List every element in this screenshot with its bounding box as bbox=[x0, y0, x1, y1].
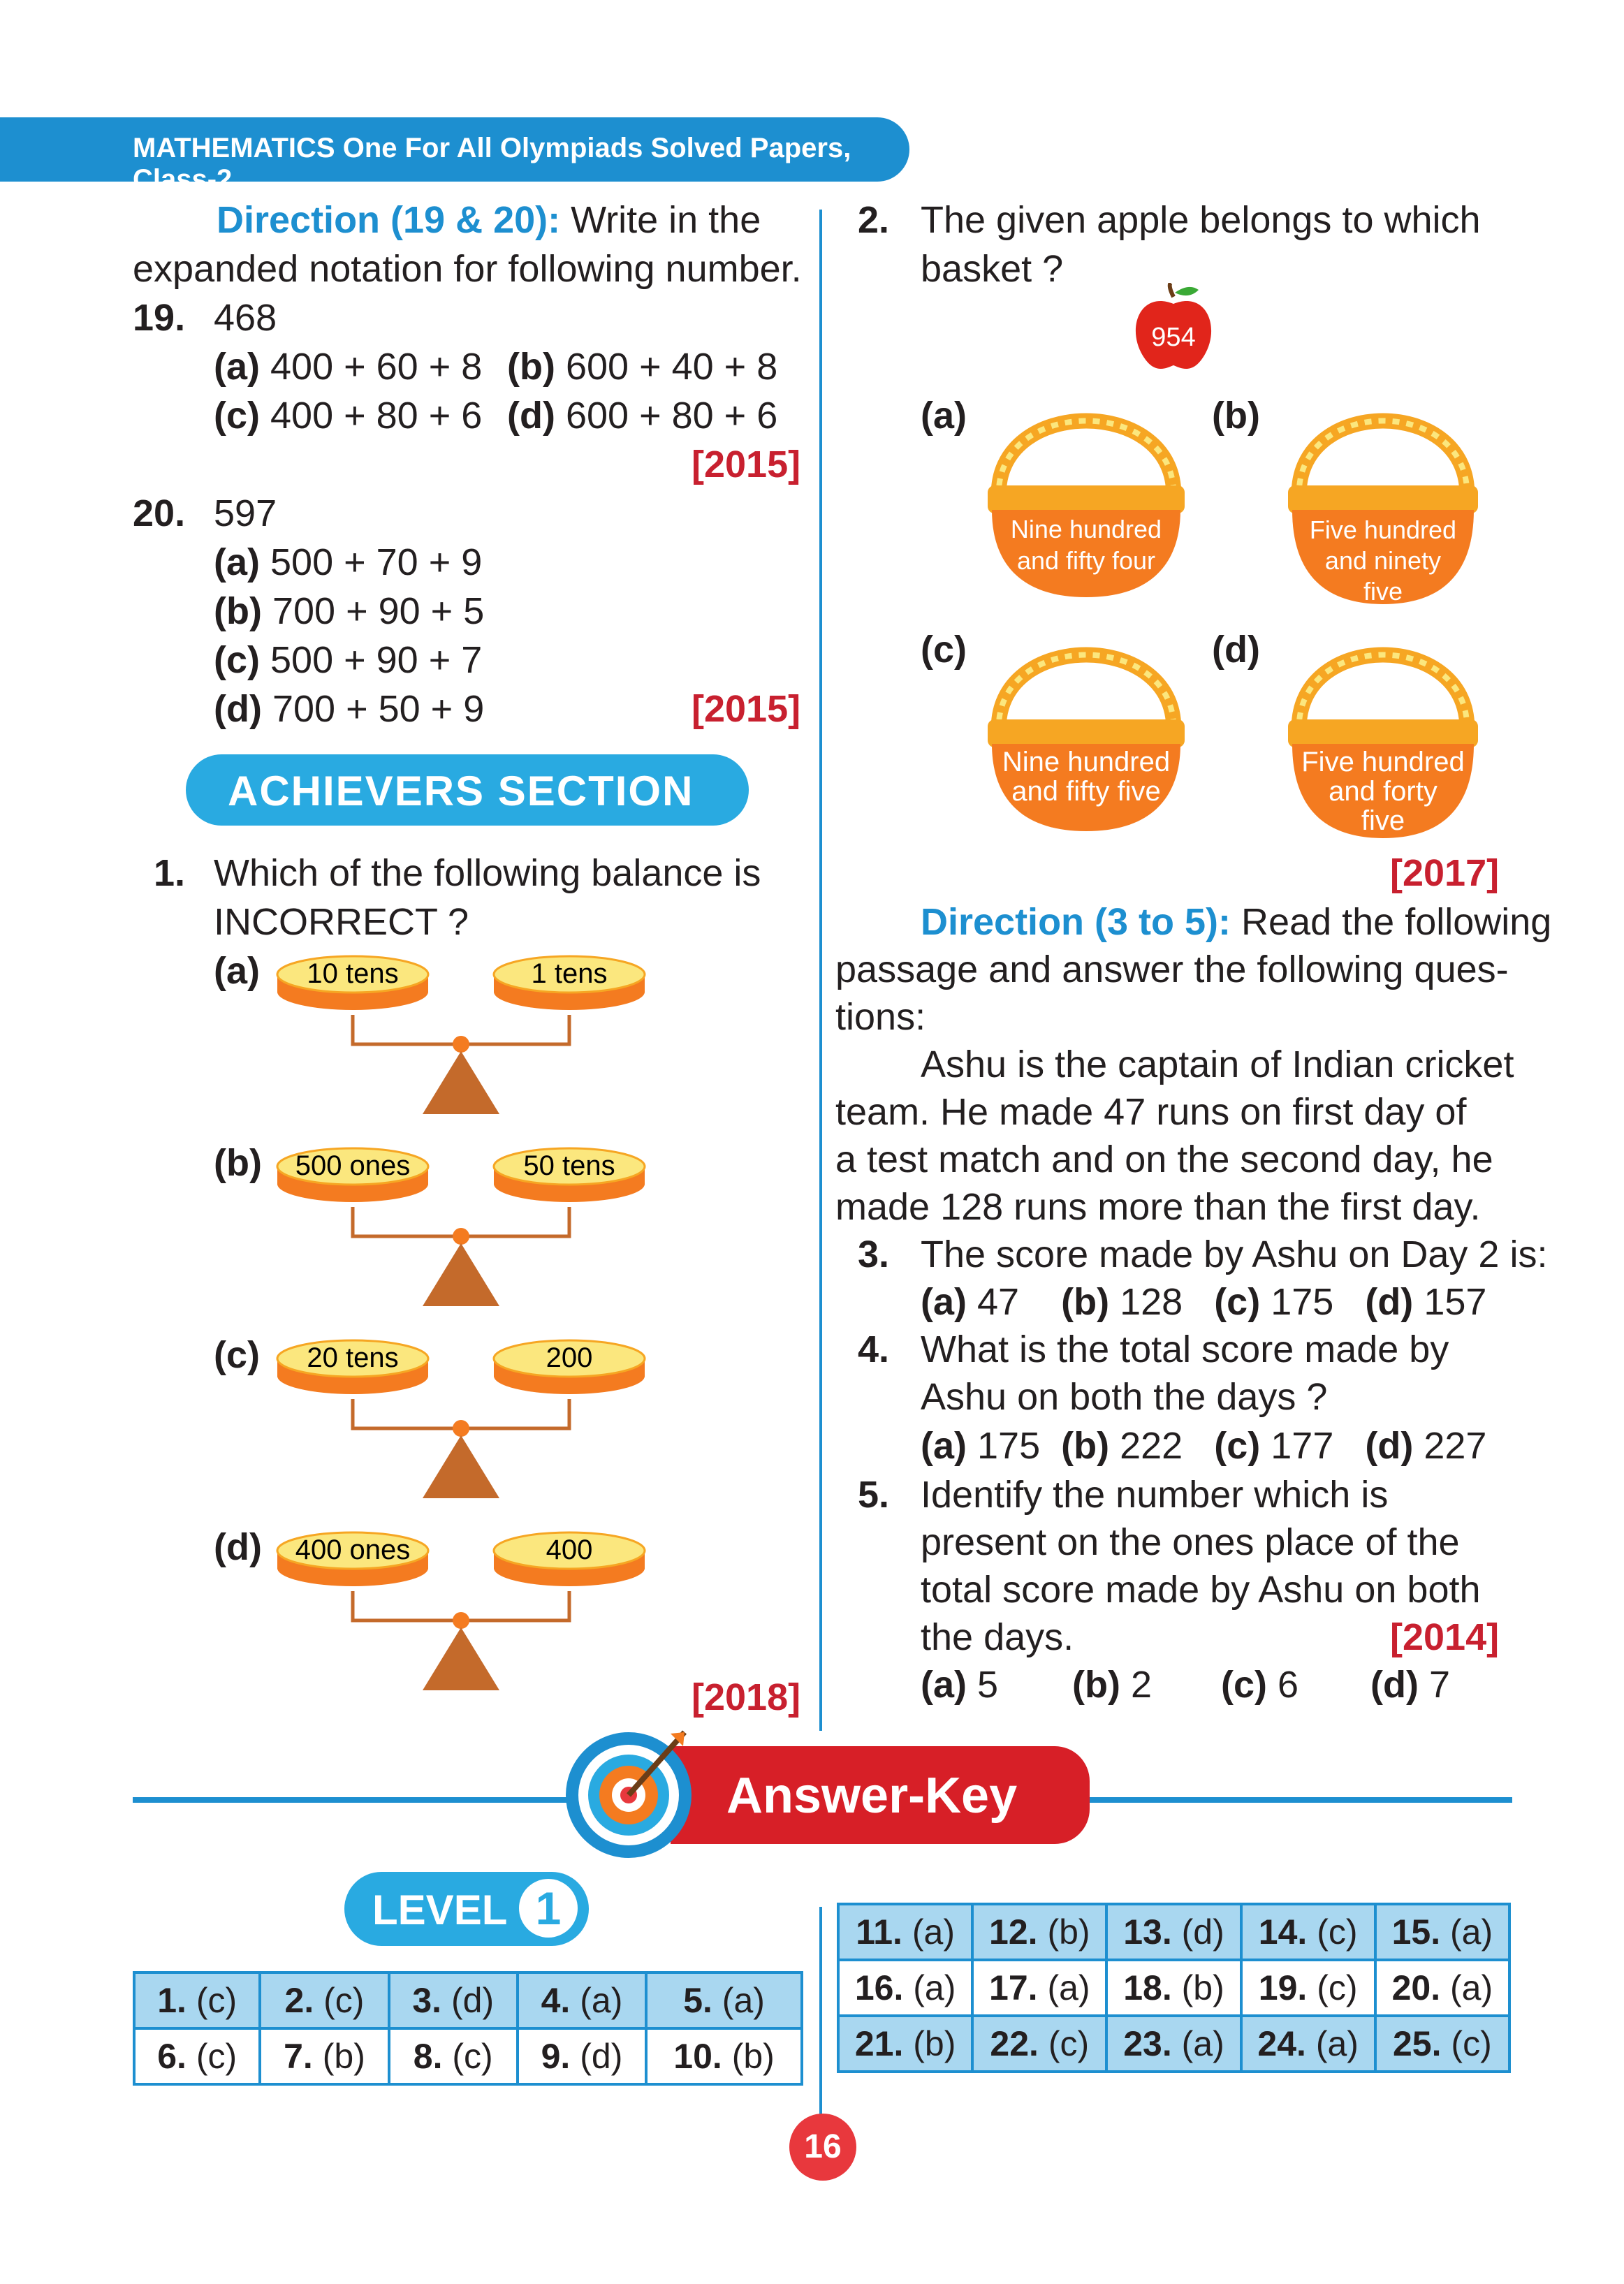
basket-c-line1: Nine hundred bbox=[1002, 747, 1171, 777]
answer-cell-8: 8. (c) bbox=[389, 2028, 518, 2084]
answer-cell-25: 25. (c) bbox=[1375, 2016, 1509, 2072]
basket-b bbox=[1278, 381, 1488, 611]
direction-19-20-line2: expanded notation for following number. bbox=[133, 248, 802, 290]
basket-b-line1: Five hundred bbox=[1309, 515, 1457, 544]
apple-image bbox=[1132, 283, 1215, 374]
passage-line3: a test match and on the second day, he bbox=[835, 1139, 1493, 1180]
q5-text-line3: total score made by Ashu on both bbox=[921, 1569, 1481, 1611]
basket-c bbox=[978, 615, 1194, 838]
answer-cell-18: 18. (b) bbox=[1106, 1960, 1241, 2016]
q4-options: (a) 175 (b) 222 (c) 177 (d) 227 bbox=[921, 1425, 1487, 1467]
direction-3-5: Direction (3 to 5): Read the following bbox=[921, 901, 1552, 943]
q19-option-c: (c) 400 + 80 + 6 bbox=[214, 395, 483, 437]
target-icon bbox=[559, 1718, 698, 1858]
answer-cell-10: 10. (b) bbox=[646, 2028, 802, 2084]
q3-options: (a) 47 (b) 128 (c) 175 (d) 157 bbox=[921, 1281, 1487, 1323]
table-row bbox=[838, 2016, 1509, 2072]
q4-number: 4. bbox=[858, 1328, 890, 1370]
balance-b bbox=[272, 1132, 664, 1313]
q19-option-d: (d) 600 + 80 + 6 bbox=[507, 395, 778, 437]
balance-c bbox=[272, 1324, 664, 1505]
q1-option-c-label: (c) bbox=[214, 1334, 260, 1376]
balance-b-right-label: 50 tens bbox=[523, 1150, 615, 1181]
q3-text: The score made by Ashu on Day 2 is: bbox=[921, 1233, 1548, 1275]
answer-cell-3: 3. (d) bbox=[389, 1972, 518, 2028]
q5-option-c: (c) 6 bbox=[1221, 1664, 1299, 1706]
q1-text: Which of the following balance is bbox=[214, 852, 761, 894]
passage-line2: team. He made 47 runs on first day of bbox=[835, 1091, 1467, 1133]
answer-cell-17: 17. (a) bbox=[972, 1960, 1106, 2016]
passage-line1: Ashu is the captain of Indian cricket bbox=[921, 1044, 1514, 1085]
basket-d-line3: five bbox=[1361, 805, 1405, 836]
answer-cell-21: 21. (b) bbox=[838, 2016, 972, 2072]
balance-d-left-label: 400 ones bbox=[295, 1535, 411, 1565]
level-number: 1 bbox=[519, 1879, 578, 1938]
direction-3-5-line3: tions: bbox=[835, 996, 926, 1038]
q5-option-b: (b) 2 bbox=[1072, 1664, 1153, 1706]
answer-cell-1: 1. (c) bbox=[134, 1972, 260, 2028]
answer-cell-13: 13. (d) bbox=[1106, 1904, 1241, 1960]
q2-option-c-label: (c) bbox=[921, 629, 967, 671]
q20-text: 597 bbox=[214, 492, 277, 534]
basket-a-line1: Nine hundred bbox=[1010, 515, 1162, 543]
q20-option-a: (a) 500 + 70 + 9 bbox=[214, 541, 483, 583]
q2-option-b-label: (b) bbox=[1212, 395, 1260, 437]
q19-number: 19. bbox=[133, 297, 186, 339]
answer-cell-6: 6. (c) bbox=[134, 2028, 260, 2084]
q19-text: 468 bbox=[214, 297, 277, 339]
answer-cell-11: 11. (a) bbox=[838, 1904, 972, 1960]
q19-year: [2015] bbox=[692, 444, 801, 485]
answer-cell-7: 7. (b) bbox=[260, 2028, 388, 2084]
direction-3-5-line2: passage and answer the following ques- bbox=[835, 949, 1509, 990]
balance-c-left-label: 20 tens bbox=[307, 1342, 399, 1373]
q20-option-d: (d) 700 + 50 + 9 bbox=[214, 688, 485, 730]
q1-year: [2018] bbox=[692, 1676, 801, 1718]
answer-cell-23: 23. (a) bbox=[1106, 2016, 1241, 2072]
table-row bbox=[134, 1972, 802, 2028]
basket-a-line2: and fifty four bbox=[1016, 546, 1156, 575]
basket-c-line2: and fifty five bbox=[1011, 776, 1161, 807]
q20-year: [2015] bbox=[692, 688, 801, 730]
answer-cell-5: 5. (a) bbox=[646, 1972, 802, 2028]
answer-cell-15: 15. (a) bbox=[1375, 1904, 1509, 1960]
q4-text: What is the total score made by bbox=[921, 1328, 1449, 1370]
q2-text-line2: basket ? bbox=[921, 248, 1064, 290]
q1-number: 1. bbox=[154, 852, 186, 894]
q2-number: 2. bbox=[858, 199, 890, 241]
balance-b-left-label: 500 ones bbox=[295, 1150, 411, 1181]
answer-cell-2: 2. (c) bbox=[260, 1972, 388, 2028]
achievers-section-title: ACHIEVERS SECTION bbox=[228, 768, 694, 814]
header-band bbox=[0, 117, 909, 195]
basket-b-line3: five bbox=[1363, 577, 1403, 606]
page-number: 16 bbox=[789, 2114, 856, 2181]
balance-a-right-label: 1 tens bbox=[531, 958, 608, 989]
answer-cell-9: 9. (d) bbox=[518, 2028, 646, 2084]
basket-d-line1: Five hundred bbox=[1301, 747, 1465, 777]
q20-option-b: (b) 700 + 90 + 5 bbox=[214, 590, 485, 632]
table-row bbox=[838, 1904, 1509, 1960]
q4-text-line2: Ashu on both the days ? bbox=[921, 1376, 1328, 1418]
answer-key-banner bbox=[671, 1746, 1090, 1844]
q19-option-a: (a) 400 + 60 + 8 bbox=[214, 346, 483, 388]
q1-text-line2: INCORRECT ? bbox=[214, 901, 469, 943]
table-row bbox=[134, 2028, 802, 2084]
apple-number: 954 bbox=[1151, 323, 1196, 352]
q2-option-a-label: (a) bbox=[921, 395, 967, 437]
answer-cell-4: 4. (a) bbox=[518, 1972, 646, 2028]
answer-cell-22: 22. (c) bbox=[972, 2016, 1106, 2072]
level1-answer-table bbox=[133, 1971, 803, 2086]
q5-option-d: (d) 7 bbox=[1370, 1664, 1451, 1706]
basket-a bbox=[978, 381, 1194, 604]
answer-cell-24: 24. (a) bbox=[1241, 2016, 1375, 2072]
q5-text-line2: present on the ones place of the bbox=[921, 1521, 1460, 1563]
q2-text: The given apple belongs to which bbox=[921, 199, 1481, 241]
answer-cell-12: 12. (b) bbox=[972, 1904, 1106, 1960]
answer-key-divider bbox=[819, 1907, 822, 2116]
q2-year: [2017] bbox=[1390, 852, 1500, 894]
q1-option-b-label: (b) bbox=[214, 1142, 262, 1184]
basket-d-line2: and forty bbox=[1329, 776, 1438, 807]
book-title: MATHEMATICS One For All Olympiads Solved Papers, Class-2 bbox=[133, 133, 851, 195]
q5-text-line4: the days. bbox=[921, 1616, 1074, 1658]
table-row bbox=[838, 1960, 1509, 2016]
balance-d-right-label: 400 bbox=[546, 1535, 593, 1565]
level-1-badge bbox=[344, 1872, 589, 1946]
answer-cell-14: 14. (c) bbox=[1241, 1904, 1375, 1960]
q3-number: 3. bbox=[858, 1233, 890, 1275]
q5-year: [2014] bbox=[1390, 1616, 1500, 1658]
q1-option-a-label: (a) bbox=[214, 950, 260, 992]
balance-c-right-label: 200 bbox=[546, 1342, 593, 1373]
answer-cell-19: 19. (c) bbox=[1241, 1960, 1375, 2016]
q5-number: 5. bbox=[858, 1474, 890, 1516]
q2-option-d-label: (d) bbox=[1212, 629, 1260, 671]
achievers-section-banner bbox=[186, 754, 749, 826]
answer-key-title: Answer-Key bbox=[726, 1768, 1018, 1824]
answer-cell-16: 16. (a) bbox=[838, 1960, 972, 2016]
level-label: LEVEL bbox=[372, 1887, 508, 1933]
q19-option-b: (b) 600 + 40 + 8 bbox=[507, 346, 778, 388]
q1-option-d-label: (d) bbox=[214, 1526, 262, 1568]
balance-a bbox=[272, 939, 664, 1121]
basket-d bbox=[1278, 615, 1488, 845]
basket-b-line2: and ninety bbox=[1324, 546, 1442, 575]
passage-line4: made 128 runs more than the first day. bbox=[835, 1186, 1481, 1228]
balance-a-left-label: 10 tens bbox=[307, 958, 399, 989]
column-divider bbox=[819, 210, 822, 1731]
answer-cell-20: 20. (a) bbox=[1375, 1960, 1509, 2016]
answer-table-11-25 bbox=[837, 1903, 1511, 2073]
direction-19-20: Direction (19 & 20): Write in the bbox=[217, 199, 761, 241]
q5-option-a: (a) 5 bbox=[921, 1664, 999, 1706]
balance-d bbox=[272, 1516, 664, 1697]
q5-text: Identify the number which is bbox=[921, 1474, 1389, 1516]
q20-number: 20. bbox=[133, 492, 186, 534]
q20-option-c: (c) 500 + 90 + 7 bbox=[214, 639, 483, 681]
